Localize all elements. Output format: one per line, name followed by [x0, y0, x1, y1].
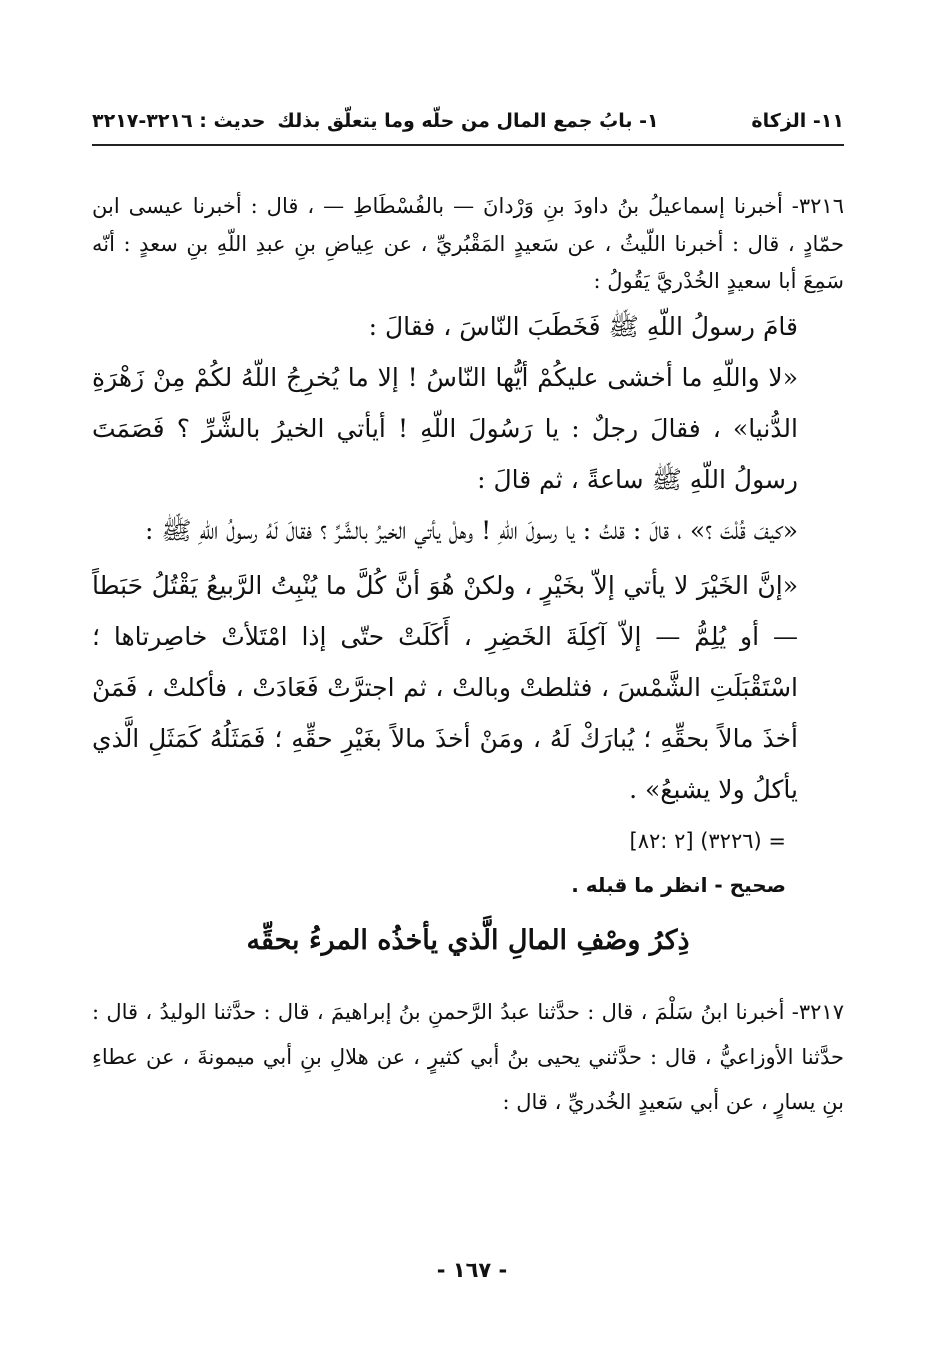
hadith-3216-paragraph-2: «لا واللّهِ ما أخشى عليكُمْ أيُّها النّاسُ ! إلا ما يُخرِجُ اللّهُ لكُمْ مِنْ زَهْرَةِ الدُّنيا» ، فقالَ رجلٌ : يا رَسُولَ اللّهِ ! أيأتي الخيرُ بالشَّرِّ ؟ فَصَمَتَ رسولُ اللّهِ ﷺ ساعةً ، ثم قالَ : [92, 362, 798, 494]
hadith-3216-cross-reference: = (٣٢٢٦) [٢ :٨٢] [629, 828, 786, 853]
header-chapter-title: ١- بابُ جمع المال من حلّه وما يتعلّق بذلك [277, 110, 659, 132]
header-section-title: ١١- الزكاة [751, 110, 844, 132]
running-header [92, 104, 844, 144]
main-text [92, 188, 844, 1125]
header-hadith-range: حديث : ٣٢١٦-٣٢١٧ [92, 110, 266, 132]
hadith-3216-grade: صحيح - انظر ما قبله . [571, 872, 786, 897]
section-heading: ذِكرُ وصْفِ المالِ الَّذي يأخذُه المرءُ بحقِّه [246, 924, 690, 956]
page-number: - ١٦٧ - [436, 1258, 508, 1282]
header-divider [92, 144, 844, 146]
hadith-3216-paragraph-1: قامَ رسولُ اللّهِ ﷺ فَخَطَبَ النّاسَ ، فقالَ : [368, 311, 798, 341]
hadith-3216-paragraph-3: «كيفَ قُلْتَ ؟» ، قالَ : قلتُ : يا رسولَ اللّهِ ! وهلْ يأتي الخيرُ بالشَّرِّ ؟ فقالَ لَهُ رسولُ اللّهِ ﷺ : [145, 515, 798, 545]
hadith-3217-isnad: ٣٢١٧- أخبرنا ابنُ سَلْمَ ، قال : حدَّثنا عبدُ الرَّحمنِ بنُ إبراهيمَ ، قال : حدَّثنا الوليدُ ، قال : حدَّثنا الأوزاعيُّ ، قال : حدَّثني يحيى بنُ أبي كثيرٍ ، عن هلالِ بنِ أبي ميمونةَ ، عن عطاءِ بنِ يسارٍ ، عن أبي سَعيدٍ الخُدريِّ ، قال : [92, 999, 844, 1114]
hadith-3216-paragraph-4: «إنَّ الخَيْرَ لا يأتي إلاّ بخَيْرٍ ، ولكنْ هُوَ أنَّ كُلَّ ما يُنْبِتُ الرَّبيعُ يَقْتُلُ حَبَطاً — أو يُلِمُّ — إلاّ آكِلَةَ الخَضِرِ ، أَكَلَتْ حتّى إذا امْتَلأتْ خاصِرتاها ؛ اسْتَقْبَلَتِ الشَّمْسَ ، فثلطتْ وبالتْ ، ثم اجترَّتْ فَعَادَتْ ، فأكلتْ ، فَمَنْ أخذَ مالاً بحقِّهِ ؛ يُبارَكْ لَهُ ، ومَنْ أخذَ مالاً بغَيْرِ حقِّهِ ؛ فَمَثَلُهُ كَمَثَلِ الَّذي يأكلُ ولا يشبعُ» . [92, 570, 798, 804]
hadith-3216-isnad: ٣٢١٦- أخبرنا إسماعيلُ بنُ داودَ بنِ وَرْدانَ — بالفُسْطَاطِ — ، قال : أخبرنا عيسى ابن حمّادٍ ، قال : أخبرنا اللّيثُ ، عن سَعيدٍ المَقْبُريِّ ، عن عِياضِ بنِ عبدِ اللّهِ بنِ سعدٍ : أنّه سَمِعَ أبا سعيدٍ الخُدْريَّ يَقُولُ : [92, 194, 844, 293]
